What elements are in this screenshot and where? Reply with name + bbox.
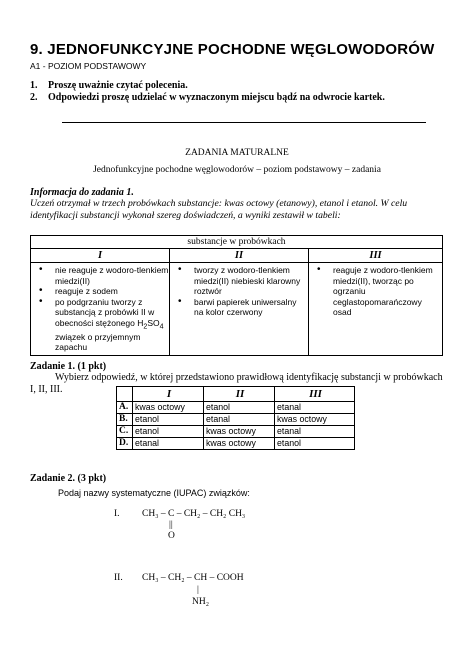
substance-i-cell [31, 263, 170, 356]
instruction-item [30, 92, 385, 103]
answer-cell: kwas octowy [204, 426, 275, 438]
answer-row-label: C. [117, 426, 133, 438]
answer-table [116, 386, 355, 450]
compound-1-oxygen: O [168, 531, 175, 541]
answer-row-c [117, 426, 355, 438]
list-item: • reaguje z sodem [55, 286, 169, 297]
answer-cell: etanol [133, 414, 204, 426]
subscript: 4 [159, 322, 164, 331]
instruction-text: Odpowiedzi proszę udzielać w wyznaczonym miejscu bądź na odwrocie kartek. [48, 92, 385, 103]
list-item-text: związek o przyjemnym zapachu [55, 331, 141, 353]
compound-2-single-bond: | [197, 585, 199, 595]
task-1-text: Wybierz odpowiedź, w której przedstawiono prawidłową identyfikację substancji w probówkach I, II, III. [30, 372, 443, 395]
substances-table-header: substancje w probówkach [31, 236, 443, 249]
instruction-number: 1. [30, 80, 38, 91]
compound-2-formula: CH₃ – CH₂ – CH – COOH [142, 573, 244, 583]
page-subtitle: A1 - POZIOM PODSTAWOWY [30, 61, 147, 71]
substances-table [30, 235, 443, 356]
section-subheading: Jednofunkcyjne pochodne węglowodorów – poziom podstawowy – zadania [93, 165, 381, 175]
compound-1-numeral: I. [114, 509, 120, 519]
answer-cell: etanal [275, 402, 355, 414]
compound-1-double-bond: || [169, 520, 173, 530]
answer-cell: kwas octowy [275, 414, 355, 426]
instruction-number: 2. [30, 92, 38, 103]
answer-cell: etanal [275, 426, 355, 438]
task-2-prompt: Podaj nazwy systematyczne (IUPAC) związków: [58, 488, 250, 498]
answer-row-b [117, 414, 355, 426]
answer-cell: kwas octowy [133, 402, 204, 414]
answer-cell: etanol [133, 426, 204, 438]
answer-cell: etanal [133, 438, 204, 450]
column-header-i: I [31, 249, 170, 263]
divider [62, 122, 426, 123]
substance-iii-cell [309, 263, 443, 356]
column-header-iii: III [309, 249, 443, 263]
compound-2-amino-group: NH₂ [192, 597, 210, 607]
answer-row-label: B. [117, 414, 133, 426]
page-title: 9. JEDNOFUNKCYJNE POCHODNE WĘGLOWODORÓW [30, 41, 435, 58]
list-item: • reaguje z wodoro-tlenkiem miedzi(II), tworząc po ogrzaniu ceglastopomarańczowy osad [333, 265, 442, 318]
substance-ii-cell [170, 263, 309, 356]
column-header-ii: II [170, 249, 309, 263]
task-1-label: Zadanie 1. (1 pkt) [30, 361, 107, 372]
answer-cell: etanol [275, 438, 355, 450]
answer-cell: etanal [204, 414, 275, 426]
list-item-text: po podgrzaniu tworzy z substancją z probówki II w obecności stężonego H [55, 296, 155, 328]
answer-column-header-iii: III [275, 387, 355, 402]
section-heading: ZADANIA MATURALNE [185, 148, 289, 158]
answer-column-header-ii: II [204, 387, 275, 402]
list-item [55, 297, 169, 353]
list-item: • tworzy z wodoro-tlenkiem miedzi(II) niebieski klarowny roztwór [194, 265, 308, 297]
compound-1-formula: CH₃ – C – CH₂ – CH₂ CH₃ [142, 509, 246, 519]
info-text: Uczeń otrzymał w trzech probówkach substancje: kwas octowy (etanowy), etanol i etanol. W celu identyfikacji substancji wykonał szereg doświadczeń, a wyniki zestawił w tabeli: [30, 198, 408, 221]
instruction-item [30, 80, 188, 91]
subscript: 2 [143, 322, 148, 331]
answer-row-label: A. [117, 402, 133, 414]
list-item: • barwi papierek uniwersalny na kolor czerwony [194, 297, 308, 318]
list-item-text: SO [147, 317, 160, 328]
task-2-label: Zadanie 2. (3 pkt) [30, 473, 107, 484]
answer-column-header-i: I [133, 387, 204, 402]
compound-2-numeral: II. [114, 573, 123, 583]
info-label: Informacja do zadania 1. [30, 187, 134, 198]
answer-row-d [117, 438, 355, 450]
answer-cell: kwas octowy [204, 438, 275, 450]
instruction-text: Proszę uważnie czytać polecenia. [48, 80, 188, 91]
answer-row-label: D. [117, 438, 133, 450]
answer-cell: etanol [204, 402, 275, 414]
list-item: • nie reaguje z wodoro-tlenkiem miedzi(II) [55, 265, 169, 286]
answer-table-corner [117, 387, 133, 402]
answer-row-a [117, 402, 355, 414]
